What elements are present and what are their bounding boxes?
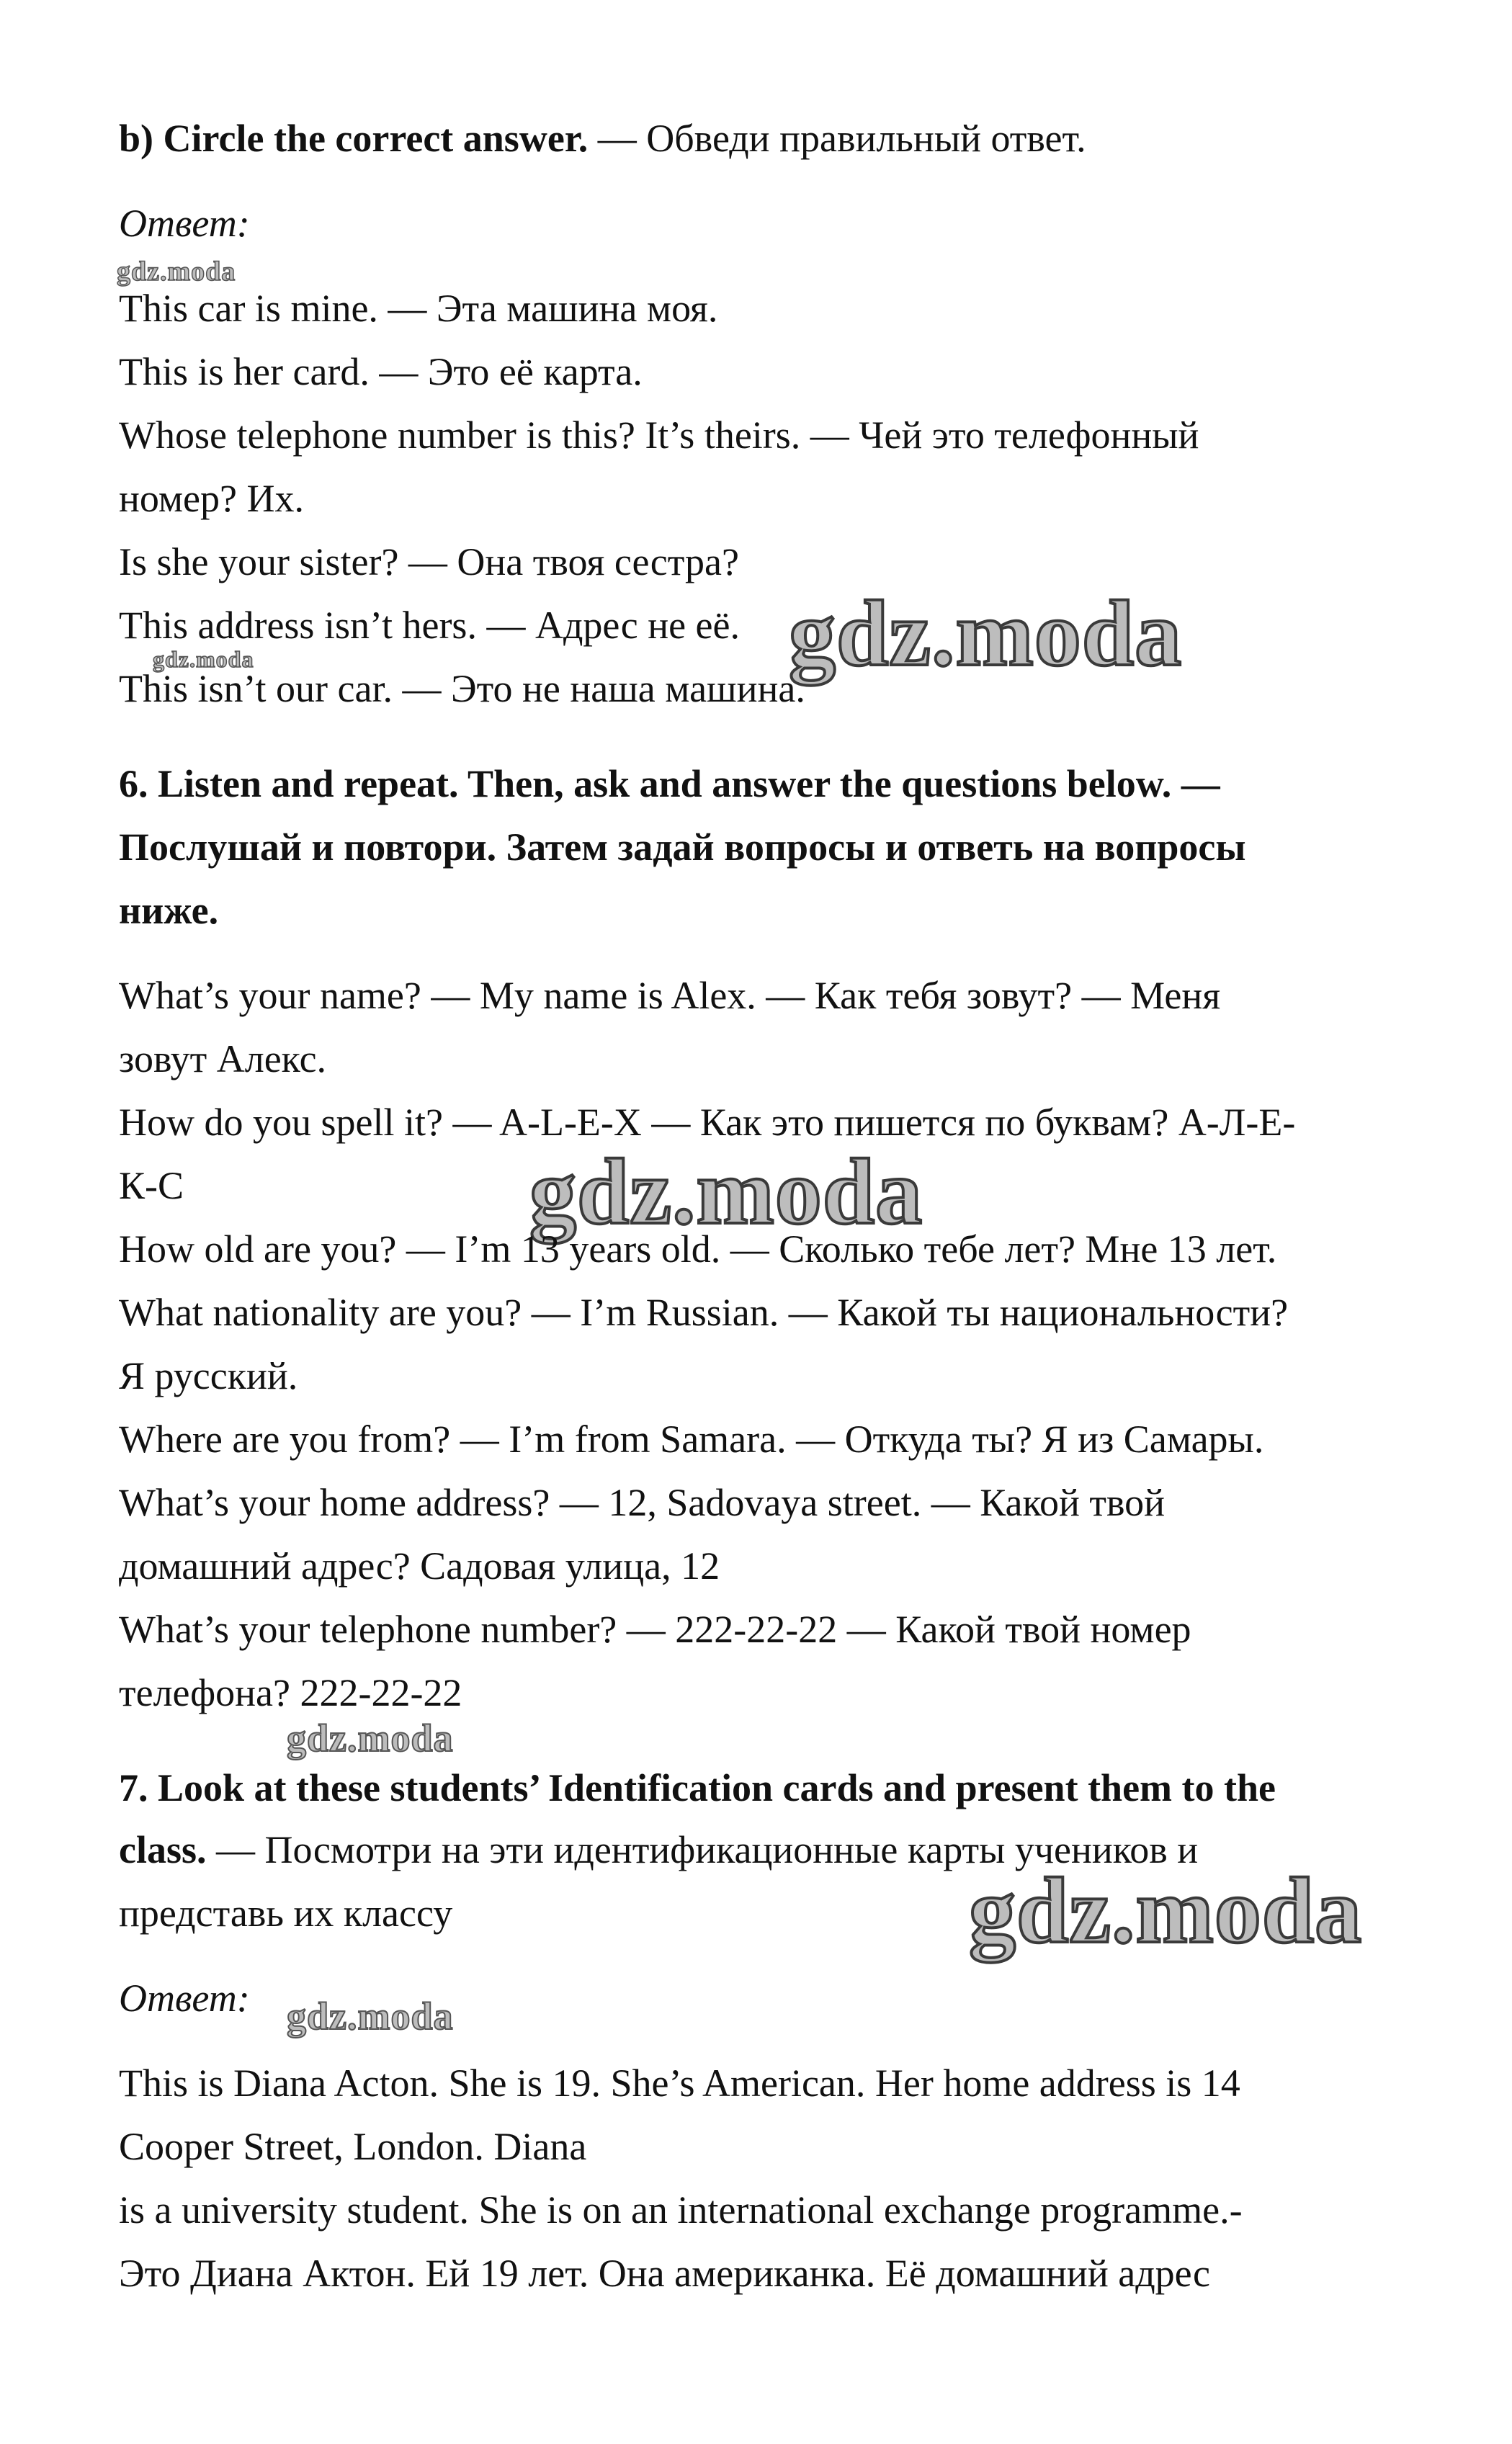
dialog-line: К-С <box>119 1164 184 1207</box>
dialog-line: Я русский. <box>119 1354 298 1397</box>
task7-heading: представь их классу <box>119 1892 453 1935</box>
answer-line: This car is mine. — Эта машина моя. <box>119 287 718 330</box>
task6-heading: Послушай и повтори. Затем задай вопросы и ответь на вопросы <box>119 825 1246 869</box>
answer-line: is a university student. She is on an international exchange programme.- <box>119 2188 1243 2232</box>
watermark-small: gdz.moda <box>287 1716 454 1760</box>
dialog-line: телефона? 222-22-22 <box>119 1671 462 1714</box>
watermark-large: gdz.moda <box>969 1859 1363 1963</box>
answer-line: номер? Их. <box>119 477 304 520</box>
answer-label: Ответ: <box>119 1977 250 2020</box>
dialog-line: What’s your name? — My name is Alex. — Как тебя зовут? — Меня <box>119 974 1221 1017</box>
task7-heading: 7. Look at these students’ Identification cards and present them to the <box>119 1766 1276 1809</box>
task6-heading: ниже. <box>119 889 219 932</box>
task6-heading: 6. Listen and repeat. Then, ask and answer the questions below. — <box>119 762 1220 805</box>
answer-line: This is her card. — Это её карта. <box>119 350 643 393</box>
dialog-line: How do you spell it? — A-L-E-X — Как это пишется по буквам? А-Л-Е- <box>119 1101 1296 1144</box>
task7-heading-ru: — Посмотри на эти идентификационные карты учеников и <box>206 1828 1199 1871</box>
dialog-line: зовут Алекс. <box>119 1037 327 1080</box>
answer-line: This isn’t our car. — Это не наша машина. <box>119 667 805 710</box>
answer-label: Ответ: <box>119 202 250 245</box>
task7-heading-bold: class. <box>119 1828 207 1871</box>
watermark-small: gdz.moda <box>117 256 236 287</box>
watermark-large: gdz.moda <box>529 1140 923 1244</box>
dialog-line: What’s your telephone number? — 222-22-22 — Какой твой номер <box>119 1608 1191 1651</box>
answer-line: Это Диана Актон. Ей 19 лет. Она американка. Её домашний адрес <box>119 2252 1210 2295</box>
dialog-line: What’s your home address? — 12, Sadovaya street. — Какой твой <box>119 1481 1165 1524</box>
dialog-line: How old are you? — I’m 13 years old. — Сколько тебе лет? Мне 13 лет. <box>119 1227 1277 1271</box>
dialog-line: домашний адрес? Садовая улица, 12 <box>119 1544 720 1588</box>
answer-line: Whose telephone number is this? It’s theirs. — Чей это телефонный <box>119 413 1199 457</box>
dialog-line: Where are you from? — I’m from Samara. — Откуда ты? Я из Самары. <box>119 1418 1264 1461</box>
answer-line: Cooper Street, London. Diana <box>119 2125 587 2168</box>
watermark-large: gdz.moda <box>789 582 1183 686</box>
answer-line: Is she your sister? — Она твоя сестра? <box>119 540 739 583</box>
answer-line: This is Diana Acton. She is 19. She’s American. Her home address is 14 <box>119 2062 1240 2105</box>
watermark-small: gdz.moda <box>287 1995 454 2038</box>
section-b-heading-ru: — Обведи правильный ответ. <box>588 117 1086 160</box>
watermark-small: gdz.moda <box>153 646 254 672</box>
answer-line: This address isn’t hers. — Адрес не её. <box>119 604 740 647</box>
section-b-heading-en: b) Circle the correct answer. <box>119 117 589 160</box>
section-b-heading <box>119 115 1086 161</box>
dialog-line: What nationality are you? — I’m Russian. — Какой ты национальности? <box>119 1291 1289 1334</box>
